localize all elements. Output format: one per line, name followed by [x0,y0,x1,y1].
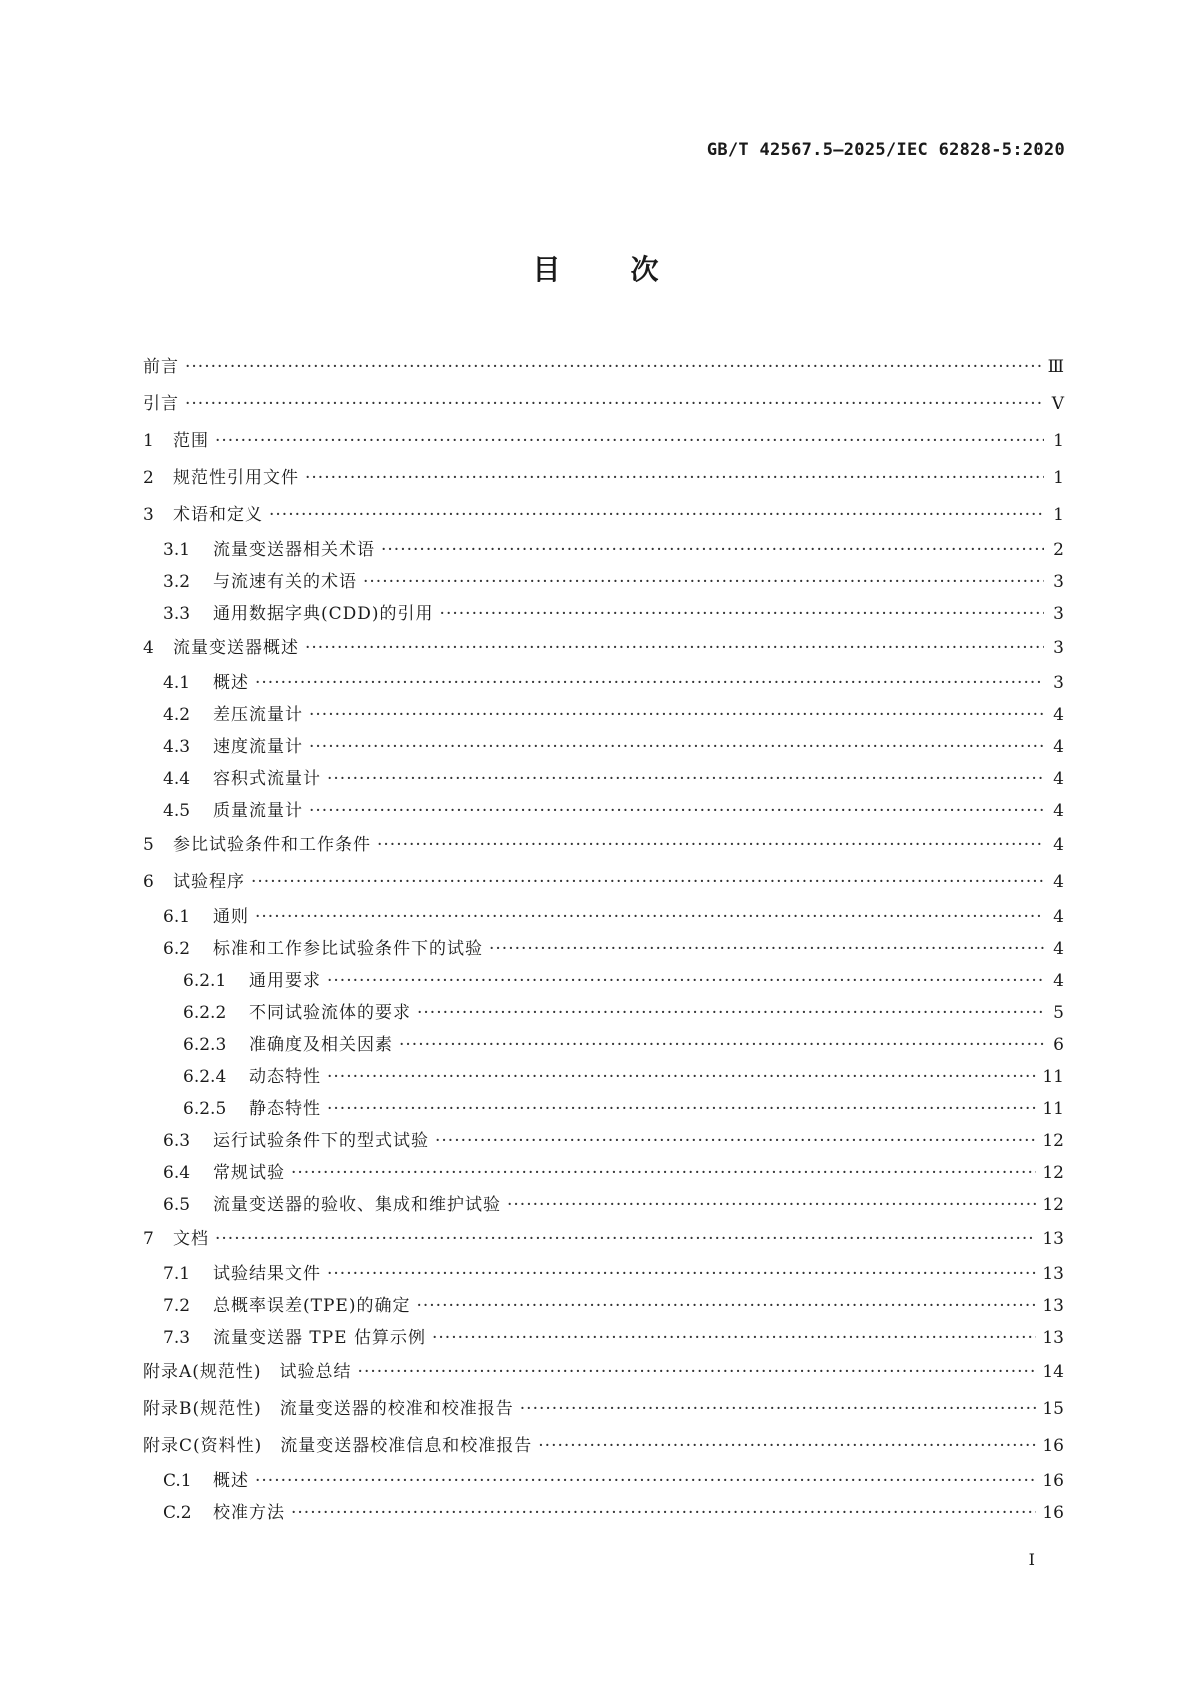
toc-entry-label: 附录A(规范性) 试验总结 [143,1362,352,1382]
toc-entry-page: 4 [1053,872,1064,892]
toc-leader-dots [381,534,1044,566]
toc-entry[interactable] [143,667,1064,699]
toc-leader-dots [416,1290,1036,1322]
toc-entry[interactable] [143,497,1064,534]
toc-entry-number: 7.2 [163,1296,191,1316]
toc-entry-number: 6.2.5 [183,1099,227,1119]
toc-entry-page: 4 [1053,971,1064,991]
toc-entry[interactable] [143,598,1064,630]
toc-entry[interactable] [143,901,1064,933]
toc-entry-page: 6 [1053,1035,1064,1055]
toc-entry-number: 4.1 [163,673,191,693]
toc-entry-number: 7.1 [163,1264,191,1284]
toc-entry[interactable] [143,534,1064,566]
toc-entry-page: 4 [1053,737,1064,757]
toc-entry-page: 11 [1042,1067,1064,1087]
toc-entry-number: 1 [143,431,154,451]
toc-entry-label: 容积式流量计 [213,769,321,789]
toc-entry-label: 静态特性 [249,1099,321,1119]
toc-entry-label: 流量变送器 TPE 估算示例 [213,1328,426,1348]
toc-entry-page: 13 [1042,1264,1064,1284]
toc-entry[interactable] [143,349,1064,386]
toc-entry[interactable] [143,1093,1064,1125]
toc-entry-page: 15 [1042,1399,1064,1419]
toc-entry-page: 16 [1042,1436,1064,1456]
toc-entry-number: C.1 [163,1471,192,1491]
toc-entry-page: 13 [1042,1229,1064,1249]
toc-leader-dots [538,1428,1036,1465]
toc-entry[interactable] [143,1221,1064,1258]
toc-entry[interactable] [143,1157,1064,1189]
toc-entry-number: 4 [143,638,154,658]
toc-entry-page: 3 [1053,604,1064,624]
toc-leader-dots [358,1354,1037,1391]
toc-entry-label: 校准方法 [213,1503,285,1523]
toc-entry-page: 16 [1042,1471,1064,1491]
toc-entry-label: 准确度及相关因素 [249,1035,393,1055]
toc-leader-dots [507,1189,1036,1221]
toc-entry-label: 范围 [173,431,209,451]
toc-entry-number: 3.1 [163,540,191,560]
toc-entry-label: 规范性引用文件 [173,468,299,488]
toc-entry-label: 标准和工作参比试验条件下的试验 [213,939,483,959]
toc-entry-label: 运行试验条件下的型式试验 [213,1131,429,1151]
toc-leader-dots [327,965,1044,997]
toc-entry-label: 通则 [213,907,249,927]
toc-entry-label: 术语和定义 [173,505,263,525]
toc-entry-page: 4 [1053,705,1064,725]
toc-entry-label: 质量流量计 [213,801,303,821]
toc-entry[interactable] [143,1258,1064,1290]
toc-entry-label: 常规试验 [213,1163,285,1183]
toc-entry-page: 2 [1053,540,1064,560]
toc-leader-dots [377,827,1044,864]
toc-entry[interactable] [143,1189,1064,1221]
toc-entry-page: 1 [1053,431,1064,451]
toc-entry-page: 12 [1042,1195,1064,1215]
toc-leader-dots [327,1093,1036,1125]
toc-entry-number: 6.5 [163,1195,191,1215]
toc-leader-dots [185,386,1044,423]
toc-entry-number: 7.3 [163,1328,191,1348]
toc-entry[interactable] [143,460,1064,497]
page-title: 目次 [532,253,729,286]
toc-entry-label: 前言 [143,357,179,377]
toc-entry[interactable] [143,731,1064,763]
toc-leader-dots [305,460,1044,497]
toc-entry[interactable] [143,827,1064,864]
toc-leader-dots [363,566,1044,598]
toc-leader-dots [440,598,1044,630]
toc-leader-dots [291,1157,1036,1189]
toc-leader-dots [327,1061,1036,1093]
toc-entry[interactable] [143,1391,1064,1428]
toc-entry[interactable] [143,1290,1064,1322]
toc-entry-label: 流量变送器概述 [173,638,299,658]
toc-entry-number: 4.5 [163,801,191,821]
toc-entry[interactable] [143,933,1064,965]
toc-leader-dots [399,1029,1044,1061]
toc-entry-page: 4 [1053,769,1064,789]
toc-leader-dots [255,667,1044,699]
toc-entry[interactable] [143,1125,1064,1157]
toc-entry-label: 通用要求 [249,971,321,991]
toc-leader-dots [435,1125,1036,1157]
toc-entry-number: 3.3 [163,604,191,624]
toc-entry-label: 动态特性 [249,1067,321,1087]
toc-entry-page: 4 [1053,939,1064,959]
toc-entry-label: 流量变送器的验收、集成和维护试验 [213,1195,501,1215]
toc-entry[interactable] [143,699,1064,731]
toc-entry-label: 概述 [213,1471,249,1491]
toc-leader-dots [432,1322,1036,1354]
toc-leader-dots [255,1465,1036,1497]
toc-entry-page: 1 [1053,505,1064,525]
toc-entry-label: 速度流量计 [213,737,303,757]
toc-entry-label: 概述 [213,673,249,693]
toc-entry[interactable] [143,864,1064,901]
toc-entry-label: 与流速有关的术语 [213,572,357,592]
toc-leader-dots [309,699,1044,731]
toc-entry-page: 13 [1042,1296,1064,1316]
toc-entry[interactable] [143,1029,1064,1061]
toc-entry-number: 6.4 [163,1163,191,1183]
toc-leader-dots [489,933,1044,965]
toc-entry[interactable] [143,1497,1064,1529]
toc-leader-dots [305,630,1044,667]
toc-entry-label: 总概率误差(TPE)的确定 [213,1296,411,1316]
toc-leader-dots [215,1221,1036,1258]
toc-leader-dots [309,731,1044,763]
toc-entry-number: 6.2.1 [183,971,227,991]
toc-entry-label: 试验结果文件 [213,1264,321,1284]
toc-entry-page: 3 [1053,638,1064,658]
toc-entry-page: 3 [1053,572,1064,592]
toc-entry-number: 6.2.4 [183,1067,227,1087]
toc-entry-number: 7 [143,1229,154,1249]
toc-leader-dots [291,1497,1036,1529]
toc-entry[interactable] [143,763,1064,795]
toc-entry-page: 13 [1042,1328,1064,1348]
toc-entry-label: 附录C(资料性) 流量变送器校准信息和校准报告 [143,1436,533,1456]
toc-entry[interactable] [143,1465,1064,1497]
toc-entry-number: 6.2.2 [183,1003,227,1023]
standard-code: GB/T 42567.5—2025/IEC 62828-5:2020 [706,140,1065,160]
toc-entry-page: 16 [1042,1503,1064,1523]
toc-entry[interactable] [143,386,1064,423]
toc-entry-label: 参比试验条件和工作条件 [173,835,371,855]
toc-entry-page: 1 [1053,468,1064,488]
toc-entry[interactable] [143,1354,1064,1391]
toc-entry-number: C.2 [163,1503,192,1523]
toc-entry-label: 通用数据字典(CDD)的引用 [213,604,434,624]
page-number: I [1028,1550,1035,1569]
toc-entry-label: 文档 [173,1229,209,1249]
toc-entry[interactable] [143,566,1064,598]
toc-leader-dots [309,795,1044,827]
toc-leader-dots [215,423,1044,460]
toc-entry-label: 附录B(规范性) 流量变送器的校准和校准报告 [143,1399,514,1419]
toc-entry-number: 6.1 [163,907,191,927]
toc-entry-page: 4 [1053,801,1064,821]
toc-entry-number: 6.2 [163,939,191,959]
toc-entry[interactable] [143,795,1064,827]
toc-entry-label: 试验程序 [173,872,245,892]
toc-entry-number: 5 [143,835,154,855]
toc-entry-label: 不同试验流体的要求 [249,1003,411,1023]
toc-entry-number: 4.2 [163,705,191,725]
toc-leader-dots [327,1258,1036,1290]
toc-entry-page: 5 [1053,1003,1064,1023]
toc-entry[interactable] [143,423,1064,460]
toc-leader-dots [269,497,1044,534]
toc-leader-dots [417,997,1044,1029]
toc-entry-label: 流量变送器相关术语 [213,540,375,560]
toc-entry-number: 3 [143,505,154,525]
toc-entry-page: 4 [1053,835,1064,855]
toc-entry[interactable] [143,1428,1064,1465]
toc-leader-dots [520,1391,1037,1428]
toc-entry-page: 4 [1053,907,1064,927]
toc-entry[interactable] [143,1061,1064,1093]
toc-entry-number: 2 [143,468,154,488]
toc-entry-number: 6 [143,872,154,892]
toc-leader-dots [255,901,1044,933]
toc-entry[interactable] [143,1322,1064,1354]
toc-entry-number: 3.2 [163,572,191,592]
toc-entry-page: Ⅲ [1047,357,1064,377]
toc-entry[interactable] [143,997,1064,1029]
toc-entry-page: 12 [1042,1163,1064,1183]
toc-leader-dots [185,349,1042,386]
toc-leader-dots [251,864,1044,901]
toc-entry-label: 差压流量计 [213,705,303,725]
toc-entry-label: 引言 [143,394,179,414]
toc-entry-page: 14 [1042,1362,1064,1382]
toc-entry-page: 3 [1053,673,1064,693]
toc-entry-page: 12 [1042,1131,1064,1151]
toc-entry-page: Ⅴ [1051,394,1064,414]
toc-entry-number: 6.2.3 [183,1035,227,1055]
toc-leader-dots [327,763,1044,795]
toc-entry-number: 6.3 [163,1131,191,1151]
toc-entry-number: 4.4 [163,769,191,789]
table-of-contents [143,349,1064,1529]
toc-entry-page: 11 [1042,1099,1064,1119]
toc-entry[interactable] [143,630,1064,667]
toc-entry-number: 4.3 [163,737,191,757]
toc-entry[interactable] [143,965,1064,997]
